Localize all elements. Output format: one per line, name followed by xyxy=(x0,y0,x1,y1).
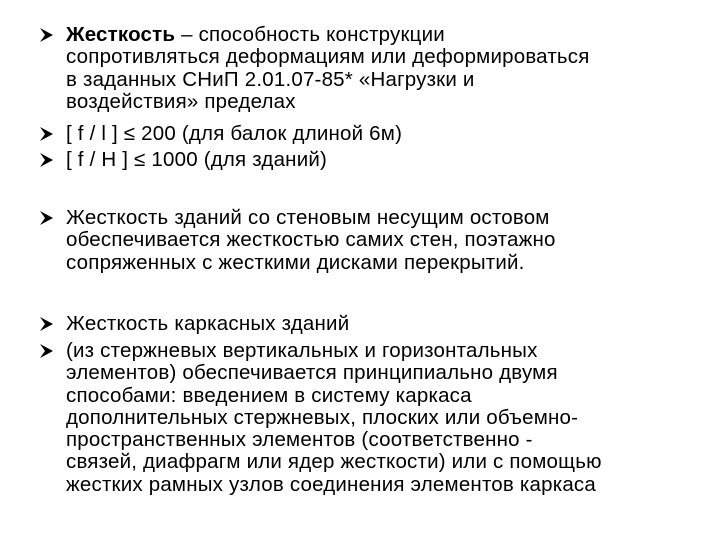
arrowhead-bullet-icon xyxy=(38,313,58,335)
arrowhead-bullet-icon xyxy=(38,207,58,229)
bullet-text: [ f / H ] ≤ 1000 (для зданий) xyxy=(66,148,328,171)
bullet-frame-buildings xyxy=(38,313,698,335)
bullet-lead: Жесткость xyxy=(66,23,176,46)
arrowhead-bullet-icon xyxy=(38,24,58,46)
bullet-stiffness-definition xyxy=(38,24,698,113)
bullet-text: [ f / l ] ≤ 200 (для балок длиной 6м) xyxy=(66,122,403,145)
arrowhead-bullet-icon xyxy=(38,123,58,145)
bullet-text: Жесткость каркасных зданий xyxy=(66,312,350,335)
bullet-text: – способность конструкции сопротивляться деформациям или деформироваться в заданных СНиП 2.01.07-85* «Нагрузки и воздействия» пределах xyxy=(66,23,590,113)
bullet-beam-deflection xyxy=(38,123,698,145)
bullet-building-deflection xyxy=(38,149,698,171)
arrowhead-bullet-icon xyxy=(38,340,58,362)
bullet-wall-buildings xyxy=(38,207,698,274)
bullet-frame-methods xyxy=(38,340,698,496)
bullet-text: (из стержневых вертикальных и горизонтальных элементов) обеспечивается принципиально двумя способами: введением в систему каркаса дополнительных стержневых, плоских или объемно- пространственных элементов (соответственно - связей, диафрагм или ядер жесткости) или с помощью жестких рамных узлов соединения элементов каркаса xyxy=(66,339,602,496)
bullet-text: Жесткость зданий со стеновым несущим остовом обеспечивается жесткостью самих стен, поэтажно сопряженных с жесткими дисками перекрытий. xyxy=(66,206,556,274)
arrowhead-bullet-icon xyxy=(38,149,58,171)
